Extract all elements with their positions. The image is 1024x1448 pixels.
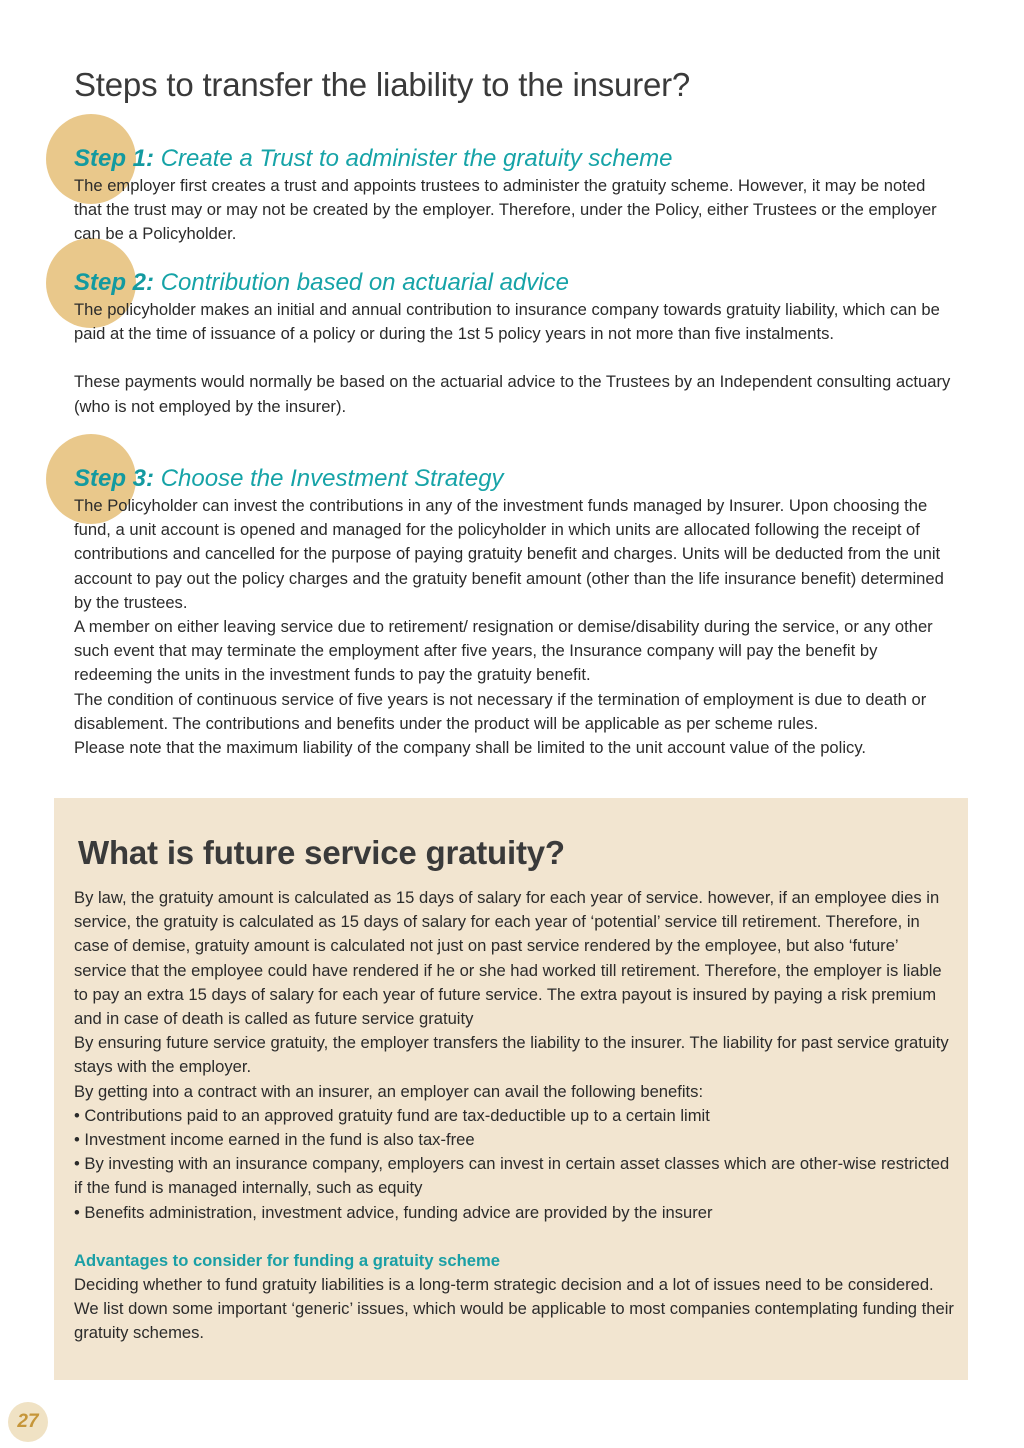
paragraph: By getting into a contract with an insurer, an employer can avail the following benefits:	[74, 1081, 704, 1101]
page-number-badge	[8, 1402, 48, 1442]
paragraph: These payments would normally be based on the actuarial advice to the Trustees by an Independent consulting actuary (who is not employed by the insurer).	[74, 372, 951, 416]
step-title: Choose the Investment Strategy	[160, 465, 504, 492]
paragraph: The condition of continuous service of five years is not necessary if the termination of employment is due to death or disablement. The contributions and benefits under the product will be applicable as per scheme rules.	[74, 689, 927, 733]
box-body	[74, 886, 954, 1346]
bullet-item: • By investing with an insurance company, employers can invest in certain asset classes which are other-wise restricted if the fund is managed internally, such as equity	[74, 1154, 950, 1198]
step-heading	[74, 144, 954, 174]
paragraph: By ensuring future service gratuity, the employer transfers the liability to the insurer. The liability for past service gratuity stays with the employer.	[74, 1033, 949, 1077]
advantages-text: Deciding whether to fund gratuity liabilities is a long-term strategic decision and a lot of issues need to be considered. We list down some important ‘generic’ issues, which would be applicable to most companies contemplating funding their gratuity schemes.	[74, 1275, 954, 1343]
step-body	[74, 298, 954, 419]
step-heading	[74, 268, 954, 298]
paragraph: The Policyholder can invest the contributions in any of the investment funds managed by Insurer. Upon choosing the fund, a unit account is opened and managed for the policyholder in which units are allocated following the receipt of contributions and cancelled for the purpose of paying gratuity benefit and charges. Units will be deducted from the unit account to pay out the policy charges and the gratuity benefit amount (other than the life insurance benefit) determined by the trustees.	[74, 496, 944, 612]
paragraph: A member on either leaving service due to retirement/ resignation or demise/disability during the service, or any other such event that may terminate the employment after five years, the Insurance company will pay the benefit by redeeming the units in the investment funds to pay the gratuity benefit.	[74, 617, 933, 685]
bullet-item: • Investment income earned in the fund is also tax-free	[74, 1130, 475, 1150]
step-body	[74, 494, 954, 760]
step-label: Step 3:	[74, 465, 155, 492]
page-number: 27	[17, 1411, 39, 1432]
advantages-heading: Advantages to consider for funding a gratuity scheme	[74, 1250, 500, 1270]
step-2	[74, 268, 954, 419]
box-title: What is future service gratuity?	[78, 834, 565, 871]
paragraph: By law, the gratuity amount is calculated as 15 days of salary for each year of service. however, if an employee dies in service, the gratuity is calculated as 15 days of salary for each year of ‘potential’ service till retirement. Therefore, in case of demise, gratuity amount is calculated not just on past service rendered by the employee, but also ‘future’ service that the employee could have rendered if he or she had worked till retirement. Therefore, the employer is liable to pay an extra 15 days of salary for each year of future service. The extra payout is insured by paying a risk premium and in case of death is called as future service gratuity	[74, 888, 942, 1029]
step-label: Step 2:	[74, 269, 155, 296]
step-1	[74, 144, 954, 247]
bullet-item: • Benefits administration, investment advice, funding advice are provided by the insurer	[74, 1202, 713, 1222]
step-label: Step 1:	[74, 145, 155, 172]
step-heading	[74, 464, 954, 494]
bullet-item: • Contributions paid to an approved gratuity fund are tax-deductible up to a certain limit	[74, 1105, 710, 1125]
paragraph: The policyholder makes an initial and annual contribution to insurance company towards gratuity liability, which can be paid at the time of issuance of a policy or during the 1st 5 policy years in not more than five instalments.	[74, 300, 940, 344]
page-title: Steps to transfer the liability to the insurer?	[74, 66, 691, 103]
future-service-gratuity-box	[54, 798, 968, 1380]
step-body	[74, 174, 954, 247]
step-title: Contribution based on actuarial advice	[160, 269, 569, 296]
step-title: Create a Trust to administer the gratuity scheme	[160, 145, 673, 172]
paragraph: The employer first creates a trust and appoints trustees to administer the gratuity scheme. However, it may be noted that the trust may or may not be created by the employer. Therefore, under the Policy, either Trustees or the employer can be a Policyholder.	[74, 176, 937, 244]
paragraph: Please note that the maximum liability of the company shall be limited to the unit account value of the policy.	[74, 738, 867, 758]
step-3	[74, 464, 954, 760]
